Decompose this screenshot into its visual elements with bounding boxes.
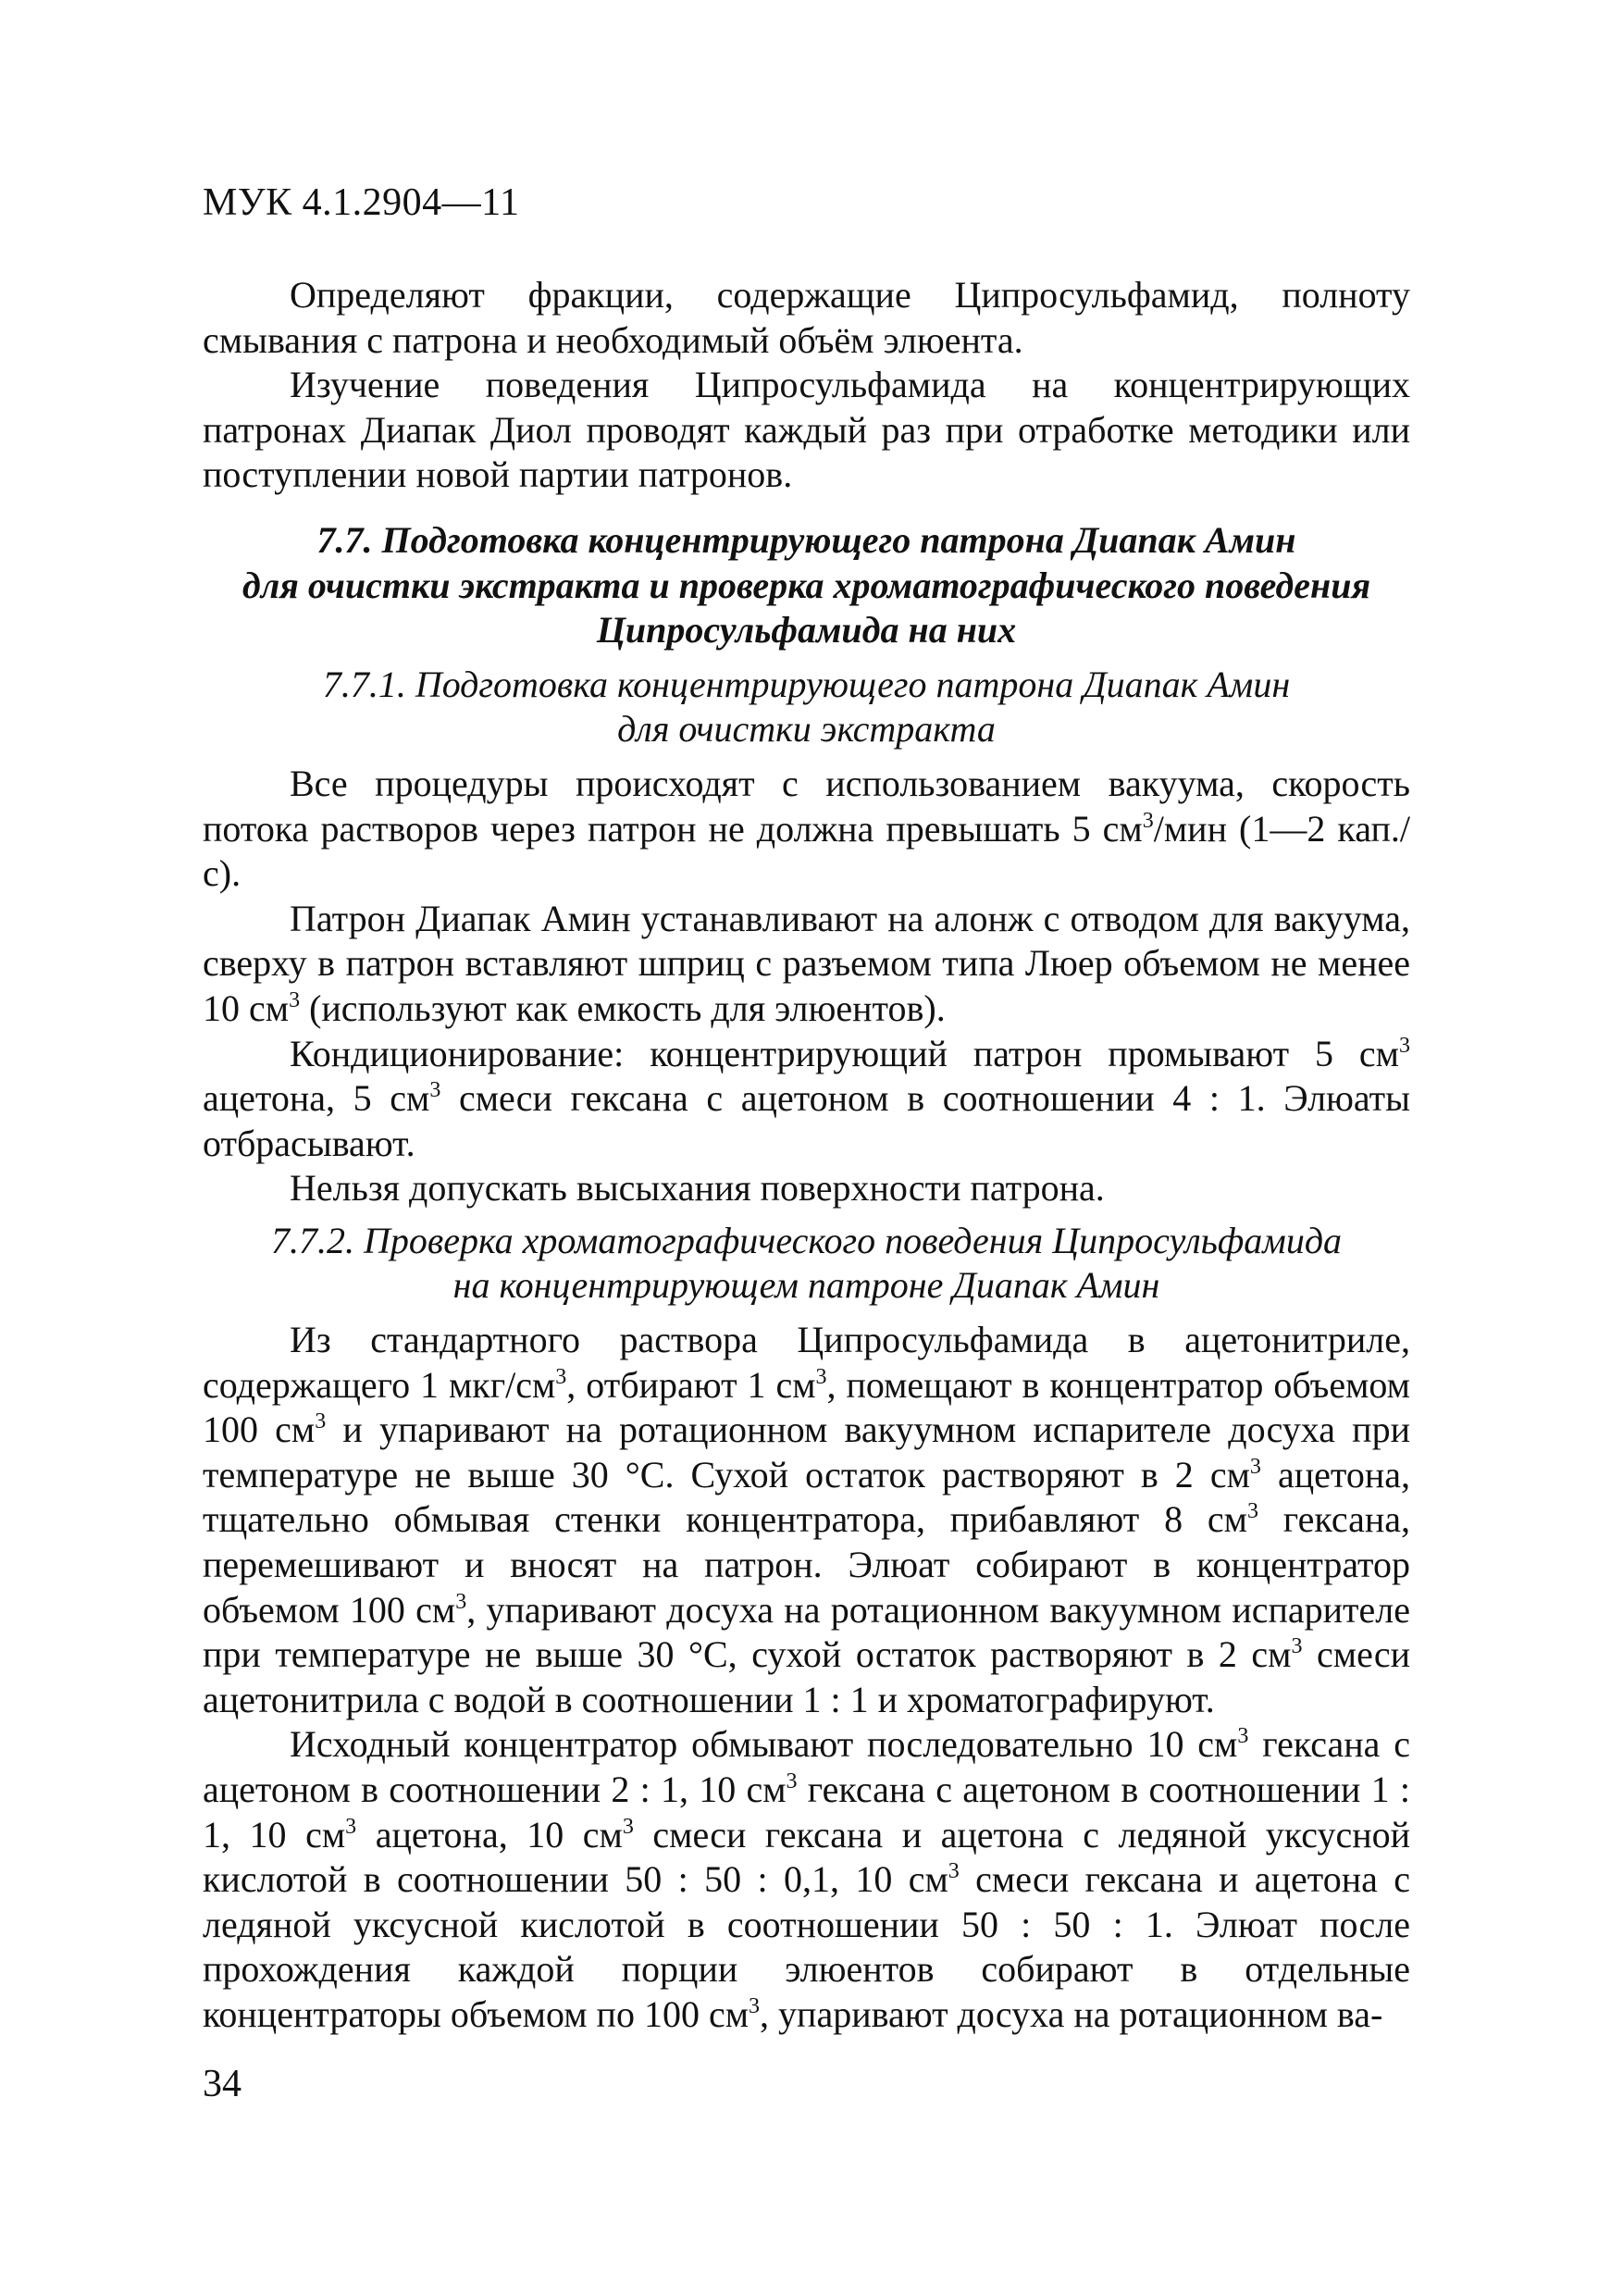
superscript: 3 [1246, 1499, 1258, 1524]
text-run: смеси гексана и ацетона с ледяной уксусной кислотой в соотношении 50 : 50 : 1. Элюат после прохождения каждой порции элюентов собирают в отдельные концентраторы объемом по 100 см [203, 1858, 1411, 2035]
text-run: и упаривают на ротационном вакуумном испарителе досуха при температуре не выше 30 °С. Сухой остаток растворяют в 2 см [203, 1409, 1410, 1496]
subsection-heading-line: для очистки экстракта [617, 708, 996, 751]
subsection-heading-line: на концентрирующем патроне Диапак Амин [452, 1264, 1160, 1307]
text-run: , помещают в концентратор объемом 100 см [203, 1363, 1410, 1451]
superscript: 3 [289, 987, 301, 1012]
text-run: (используют как емкость для элюентов). [300, 987, 946, 1029]
section-heading-line: 7.7. Подготовка концентрирующего патрона Диапак Амин [316, 518, 1296, 561]
text-run: , отбирают 1 см [566, 1363, 816, 1406]
superscript: 3 [815, 1364, 827, 1389]
subsection-7-7-1-heading [203, 663, 1410, 752]
text-run: смеси ацетонитрила с водой в соотношении 1 : 1 и хроматографируют. [203, 1633, 1410, 1720]
paragraph-standard-solution [203, 1318, 1410, 1722]
text-run: , упаривают досуха на ротационном вакуумном испарителе при температуре не выше 30 °С, сухой остаток растворяют в 2 см [203, 1588, 1410, 1676]
superscript: 3 [1249, 1454, 1261, 1479]
section-7-7-heading [203, 518, 1410, 653]
superscript: 3 [622, 1814, 634, 1839]
superscript: 3 [1237, 1724, 1249, 1749]
superscript: 3 [455, 1589, 467, 1614]
text-run: Кондиционирование: концентрирующий патрон промывают 5 см [290, 1032, 1399, 1074]
text-run: гексана, перемешивают и вносят на патрон. Элюат собирают в концентратор объемом 100 см [203, 1498, 1410, 1631]
paragraph-conditioning [203, 1032, 1410, 1167]
text-run: смеси гексана с ацетоном в соотношении 4 : 1. Элюаты отбрасывают. [203, 1077, 1411, 1164]
text-run: смеси гексана и ацетона с ледяной уксусной кислотой в соотношении 50 : 50 : 0,1, 10 см [203, 1813, 1411, 1901]
text-run: гексана с ацетоном в соотношении 2 : 1, 10 см [203, 1723, 1410, 1810]
paragraph-no-drying: Нельзя допускать высыхания поверхности патрона. [290, 1167, 1105, 1210]
text-run: гексана с ацетоном в соотношении 1 : 1, 10 см [203, 1769, 1410, 1855]
superscript: 3 [315, 1409, 327, 1434]
text-run: Все процедуры происходят с использованием вакуума, скорость потока растворов через патрон не должна превышать 5 см [203, 762, 1410, 850]
superscript: 3 [555, 1364, 567, 1389]
subsection-heading-line: 7.7.1. Подготовка концентрирующего патрона Диапак Амин [322, 663, 1291, 705]
text-run: /мин (1—2 кап./с). [203, 807, 1410, 895]
text-run: , упаривают досуха на ротационном ва- [760, 1992, 1383, 2035]
paragraph-cartridge-study: Изучение поведения Ципросульфамида на концентрирующих патронах Диапак Диол проводят каждый раз при отработке методики или поступлении новой партии патронов. [203, 364, 1410, 496]
paragraph-fractions: Определяют фракции, содержащие Ципросульфамид, полноту смывания с патрона и необходимый объём элюента. [203, 274, 1410, 361]
subsection-heading-line: 7.7.2. Проверка хроматографического поведения Ципросульфамида [270, 1219, 1343, 1261]
subsection-7-7-2-heading [203, 1219, 1410, 1309]
document-code-header: МУК 4.1.2904—11 [203, 181, 520, 224]
superscript: 3 [1291, 1634, 1303, 1659]
text-run: ацетона, тщательно обмывая стенки концентратора, прибавляют 8 см [203, 1453, 1410, 1541]
superscript: 3 [749, 1993, 761, 2018]
paragraph-vacuum-procedures [203, 762, 1410, 897]
superscript: 3 [948, 1859, 960, 1884]
superscript: 3 [1142, 808, 1154, 833]
superscript: 3 [1399, 1033, 1410, 1058]
text-run: Патрон Диапак Амин устанавливают на алонж с отводом для вакуума, сверху в патрон вставляют шприц с разъемом типа Люер объемом не менее 10 см [203, 897, 1410, 1029]
page-body [203, 273, 1410, 2038]
superscript: 3 [345, 1814, 357, 1839]
paragraph-concentrator-wash [203, 1722, 1410, 2037]
text-run: Из стандартного раствора Ципросульфамида в ацетонитриле, содержащего 1 мкг/см [203, 1319, 1410, 1406]
superscript: 3 [429, 1078, 441, 1103]
section-heading-line: для очистки экстракта и проверка хроматографического поведения [242, 564, 1371, 606]
text-run: ацетона, 10 см [356, 1813, 623, 1855]
section-heading-line: Ципросульфамида на них [596, 609, 1017, 652]
page-number: 34 [203, 2063, 242, 2105]
text-run: Исходный концентратор обмывают последовательно 10 см [290, 1723, 1238, 1766]
text-run: ацетона, 5 см [203, 1077, 430, 1120]
paragraph-cartridge-mounting [203, 897, 1410, 1032]
superscript: 3 [786, 1769, 798, 1793]
